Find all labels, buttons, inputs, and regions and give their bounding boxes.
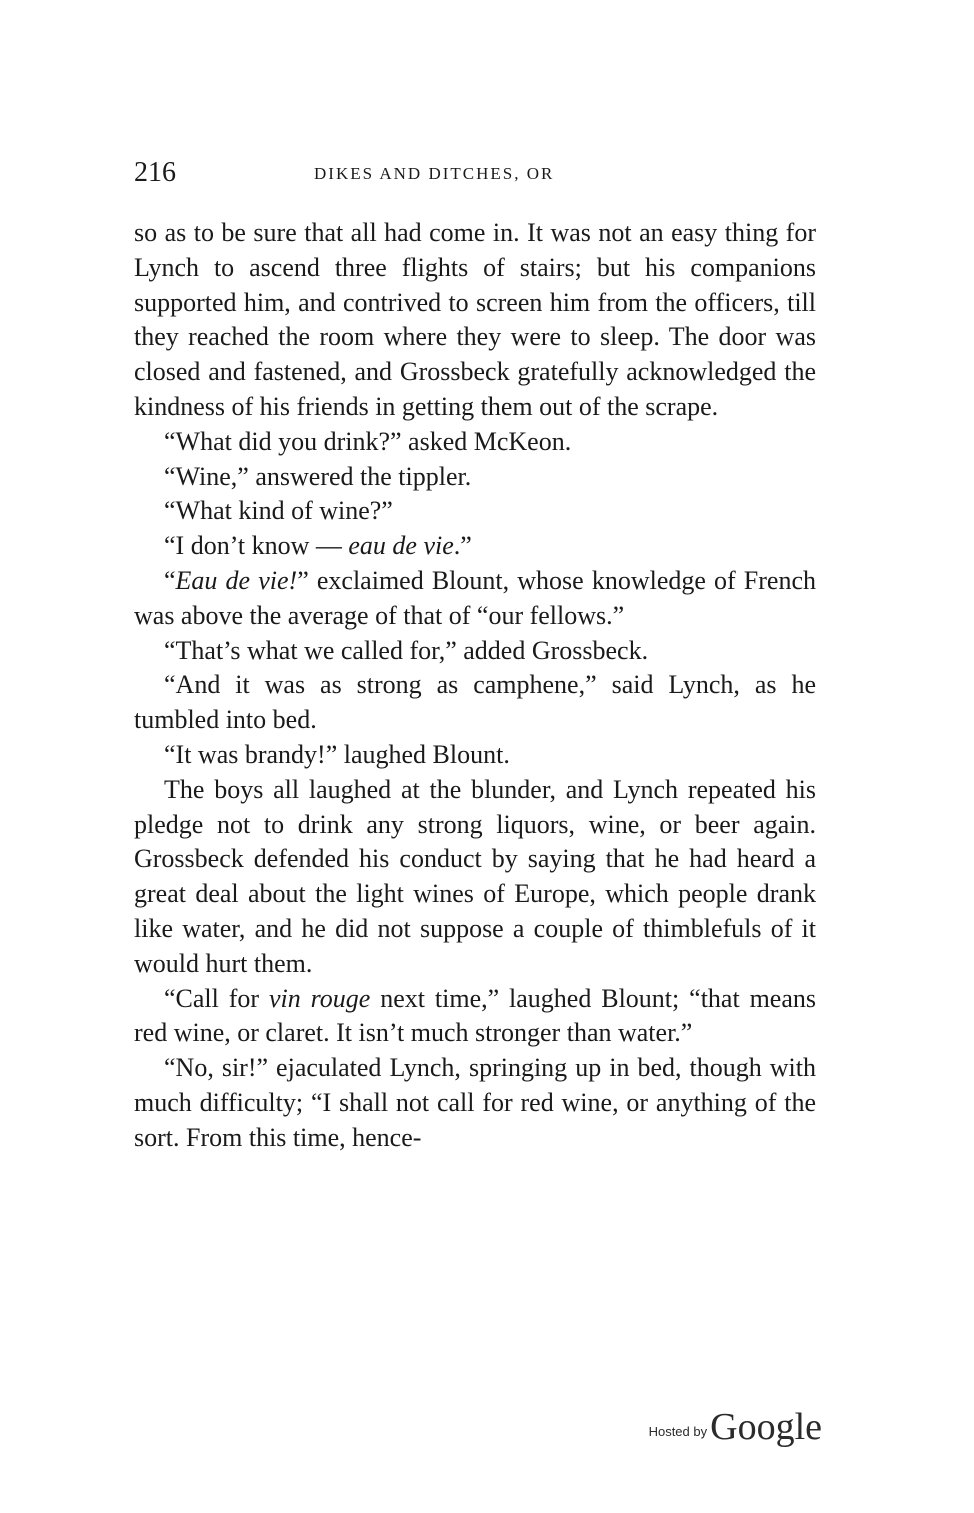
text-run: .”: [453, 531, 472, 561]
paragraph: [134, 634, 816, 669]
paragraph: [134, 982, 816, 1052]
text-run: “What did you drink?” asked McKeon.: [164, 426, 572, 456]
paragraph: [134, 773, 816, 982]
text-run: “And it was as strong as camphene,” said Lynch, as he tumbled into bed.: [134, 670, 816, 735]
paragraph: [134, 425, 816, 460]
text-run: “I don’t know —: [164, 531, 349, 561]
hosted-by-label: Hosted by: [648, 1424, 708, 1439]
google-logo-text: Google: [710, 1406, 822, 1448]
text-run: ” exclaimed Blount, whose knowledge of French was above the average of that of “our fellows.”: [134, 565, 817, 630]
italic-text: Eau de vie!: [175, 565, 298, 595]
running-head: [134, 155, 814, 195]
text-run: next time,” laughed Blount; “that means red wine, or claret. It isn’t much stronger than water.”: [134, 983, 816, 1048]
paragraph: [134, 529, 816, 564]
page-number: 216: [134, 157, 176, 188]
hosted-by-google-watermark: [649, 1398, 822, 1448]
running-title: DIKES AND DITCHES, OR: [314, 164, 555, 183]
paragraph: [134, 216, 816, 425]
text-run: so as to be sure that all had come in. It was not an easy thing for Lynch to ascend three flights of stairs; but his companions supported him, and contrived to screen him from the officers, till they reached the room where they were to sleep. The door was closed and fastened, and Grossbeck gratefully acknowledged the kindness of his friends in getting them out of the scrape.: [134, 218, 816, 421]
paragraph: [134, 738, 816, 773]
body-text: [134, 216, 816, 1156]
text-run: The boys all laughed at the blunder, and Lynch repeated his pledge not to drink any strong liquors, wine, or beer again. Grossbeck defended his conduct by saying that he had heard a great deal about the light wines of Europe, which people drank like water, and he did not suppose a couple of thimblefuls of it would hurt them.: [134, 774, 816, 978]
text-run: “No, sir!” ejaculated Lynch, springing up in bed, though with much difficulty; “I shall not call for red wine, or anything of the sort. From this time, hence-: [134, 1053, 816, 1152]
italic-text: vin rouge: [268, 983, 371, 1013]
paragraph: [134, 494, 816, 529]
text-run: “Wine,” answered the tippler.: [164, 461, 472, 491]
text-run: “What kind of wine?”: [164, 496, 393, 526]
paragraph: [134, 460, 816, 495]
text-run: “It was brandy!” laughed Blount.: [164, 739, 510, 769]
text-run: “: [164, 565, 176, 595]
text-run: “That’s what we called for,” added Grossbeck.: [164, 635, 649, 665]
paragraph: [134, 1051, 816, 1155]
paragraph: [134, 668, 816, 738]
text-run: “Call for: [164, 983, 269, 1013]
paragraph: [134, 564, 816, 634]
italic-text: eau de vie: [348, 531, 454, 561]
